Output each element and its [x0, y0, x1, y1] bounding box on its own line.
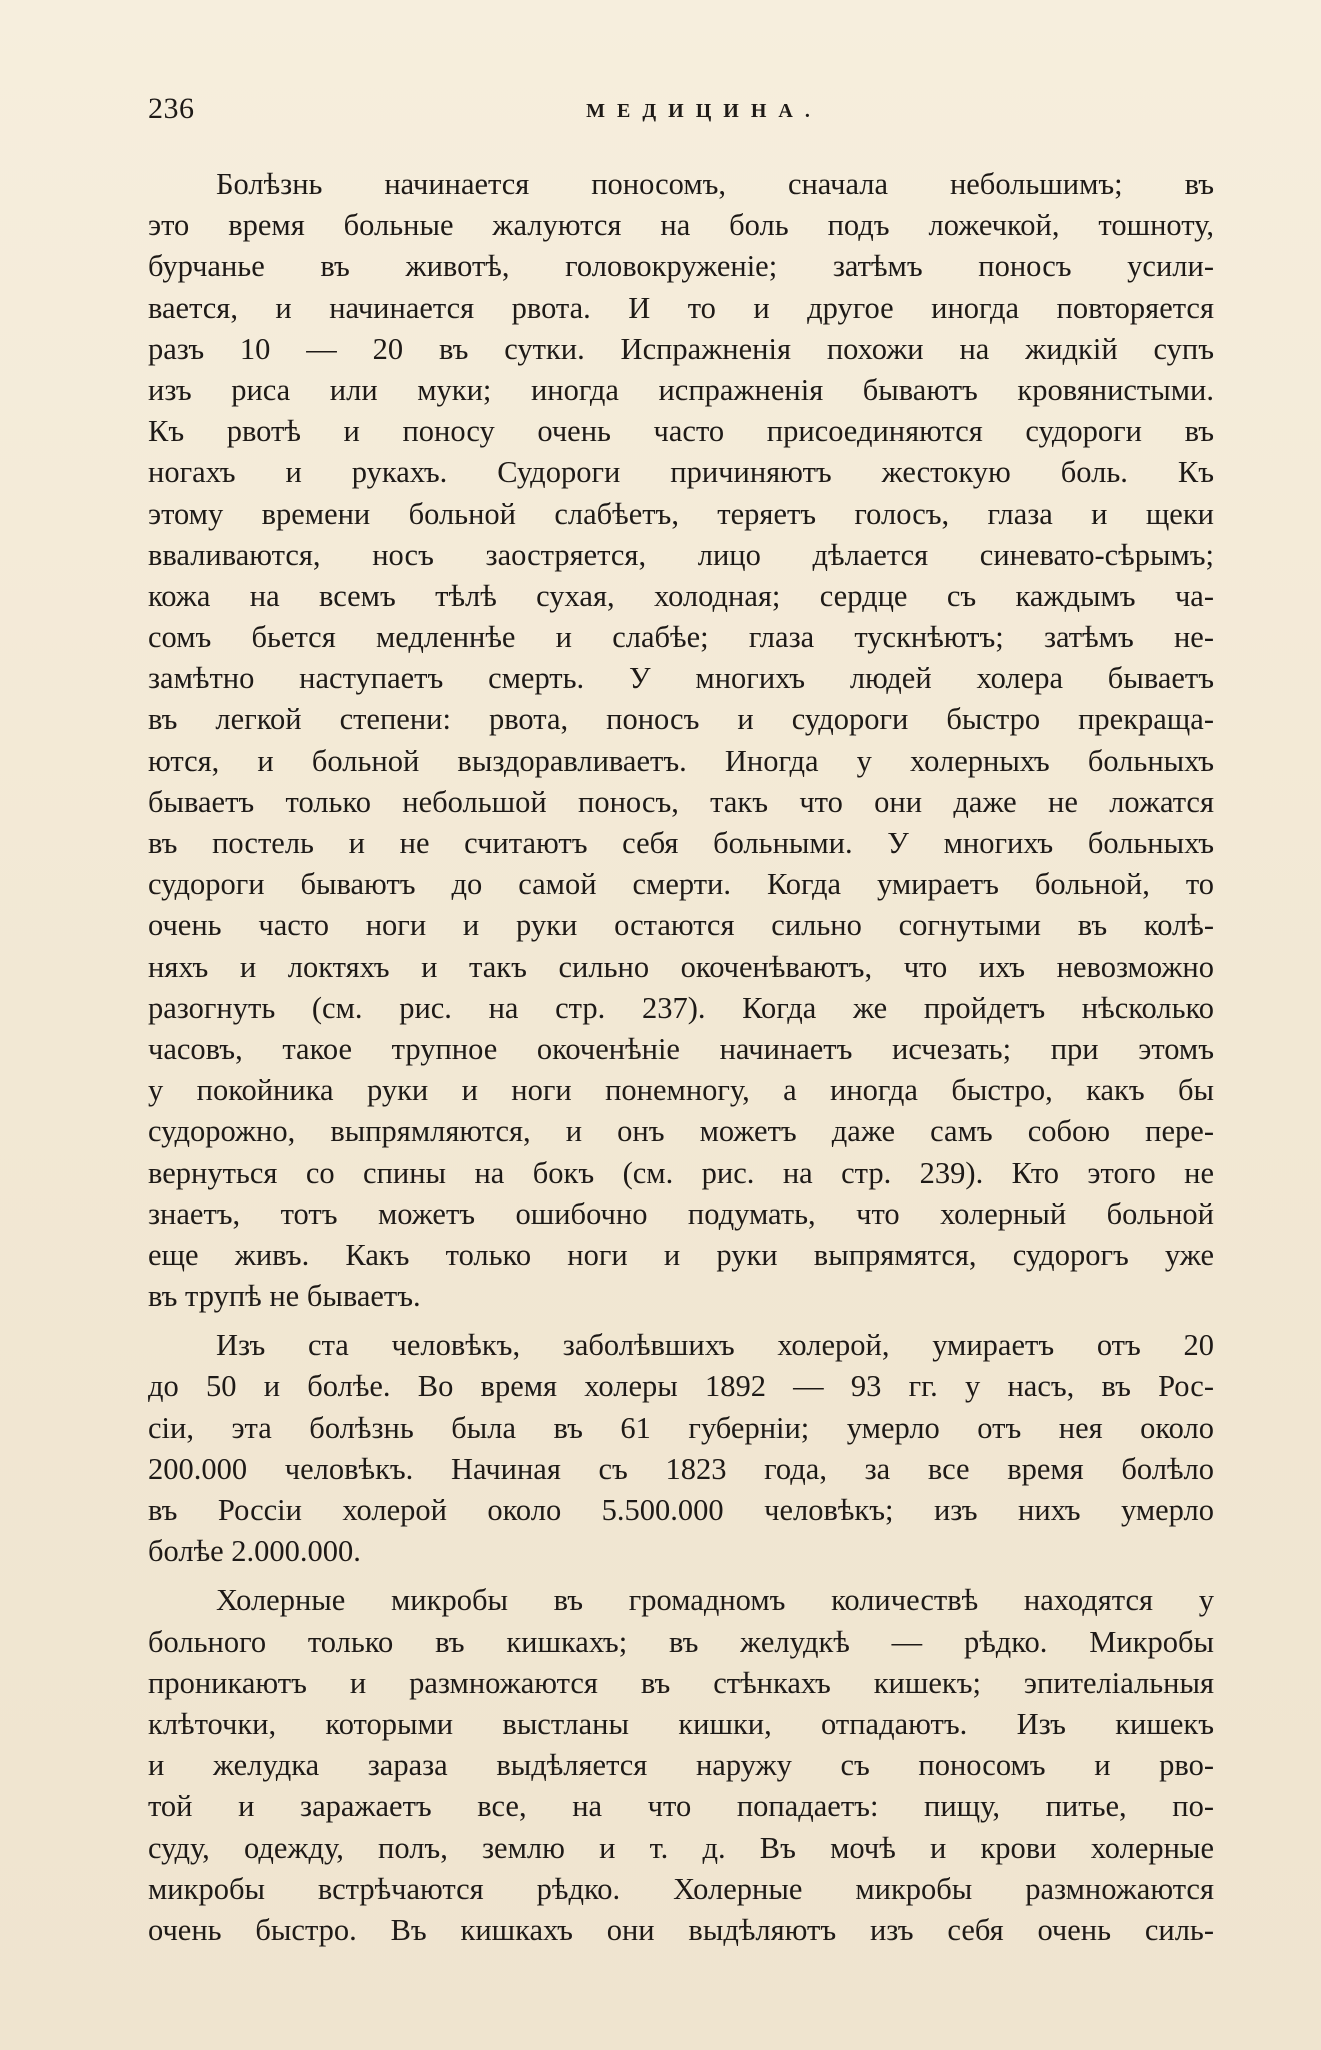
text-line: бурчанье въ животѣ, головокруженіе; затѣмъ поносъ усили-	[148, 249, 1214, 284]
paragraph-gap	[148, 1572, 1214, 1580]
text-line: Холерные микробы въ громадномъ количествѣ находятся у	[216, 1583, 1214, 1618]
text-line: судорожно, выпрямляются, и онъ можетъ даже самъ собою пере-	[148, 1114, 1214, 1149]
paragraph-gap	[148, 1317, 1214, 1325]
paragraph	[148, 1580, 1214, 1951]
text-line: до 50 и болѣе. Во время холеры 1892 — 93 гг. у насъ, въ Рос-	[148, 1369, 1214, 1404]
text-line: у покойника руки и ноги понемногу, а иногда быстро, какъ бы	[148, 1073, 1214, 1108]
text-line: въ Россіи холерой около 5.500.000 человѣкъ; изъ нихъ умерло	[148, 1493, 1214, 1527]
text-line: вернуться со спины на бокъ (см. рис. на стр. 239). Кто этого не	[148, 1155, 1214, 1190]
text-line: и желудка зараза выдѣляется наружу съ поносомъ и рво-	[148, 1748, 1214, 1783]
text-line: Къ рвотѣ и поносу очень часто присоединяются судороги въ	[148, 414, 1214, 449]
text-line: замѣтно наступаетъ смерть. У многихъ людей холера бываетъ	[148, 661, 1214, 696]
text-line: еще живъ. Какъ только ноги и руки выпрямятся, судорогъ уже	[148, 1237, 1214, 1272]
text-line: изъ риса или муки; иногда испражненія бываютъ кровянистыми.	[148, 372, 1214, 407]
text-line: сомъ бьется медленнѣе и слабѣе; глаза тускнѣютъ; затѣмъ не-	[148, 620, 1214, 655]
text-line: вваливаются, носъ заостряется, лицо дѣлается синевато-сѣрымъ;	[148, 537, 1214, 572]
text-line: очень часто ноги и руки остаются сильно согнутыми въ колѣ-	[148, 908, 1214, 943]
text-line: это время больные жалуются на боль подъ ложечкой, тошноту,	[148, 208, 1214, 243]
text-line: больного только въ кишкахъ; въ желудкѣ — рѣдко. Микробы	[148, 1624, 1214, 1659]
text-line: разогнуть (см. рис. на стр. 237). Когда же пройдетъ нѣсколько	[148, 990, 1214, 1025]
text-line: очень быстро. Въ кишкахъ они выдѣляютъ изъ себя очень силь-	[148, 1912, 1214, 1947]
text-line: Изъ ста человѣкъ, заболѣвшихъ холерой, умираетъ отъ 20	[216, 1328, 1214, 1363]
text-line: микробы встрѣчаются рѣдко. Холерные микробы размножаются	[148, 1871, 1214, 1906]
text-line: въ трупѣ не бываетъ.	[148, 1279, 421, 1314]
text-line: ногахъ и рукахъ. Судороги причиняютъ жестокую боль. Къ	[148, 455, 1214, 490]
text-line: ются, и больной выздоравливаетъ. Иногда у холерныхъ больныхъ	[148, 743, 1214, 778]
text-line: разъ 10 — 20 въ сутки. Испражненія похожи на жидкій супъ	[148, 331, 1214, 366]
text-line: сіи, эта болѣзнь была въ 61 губерніи; умерло отъ нея около	[148, 1410, 1214, 1445]
text-line: суду, одежду, полъ, землю и т. д. Въ мочѣ и крови холерные	[148, 1830, 1214, 1865]
running-title: МЕДИЦИНА.	[586, 100, 822, 122]
body-text	[148, 164, 1214, 1951]
text-line: проникаютъ и размножаются въ стѣнкахъ кишекъ; эпителіальныя	[148, 1665, 1214, 1700]
paragraph	[148, 164, 1214, 1317]
text-line: вается, и начинается рвота. И то и другое иногда повторяется	[148, 290, 1214, 325]
text-line: въ постель и не считаютъ себя больными. У многихъ больныхъ	[148, 826, 1214, 860]
text-line: клѣточки, которыми выстланы кишки, отпадаютъ. Изъ кишекъ	[148, 1706, 1214, 1741]
text-line: этому времени больной слабѣетъ, теряетъ голосъ, глаза и щеки	[148, 496, 1214, 531]
text-line: той и заражаетъ все, на что попадаетъ: пищу, питье, по-	[148, 1789, 1214, 1824]
text-line: Болѣзнь начинается поносомъ, сначала небольшимъ; въ	[216, 167, 1214, 201]
text-line: судороги бываютъ до самой смерти. Когда умираетъ больной, то	[148, 867, 1214, 902]
text-line: кожа на всемъ тѣлѣ сухая, холодная; сердце съ каждымъ ча-	[148, 578, 1214, 613]
page-header	[148, 92, 1220, 132]
text-line: въ легкой степени: рвота, поносъ и судороги быстро прекраща-	[148, 702, 1214, 737]
text-line: болѣе 2.000.000.	[148, 1534, 361, 1569]
text-line: няхъ и локтяхъ и такъ сильно окоченѣваютъ, что ихъ невозможно	[148, 949, 1214, 984]
paragraph	[148, 1325, 1214, 1572]
text-line: знаетъ, тотъ можетъ ошибочно подумать, что холерный больной	[148, 1196, 1214, 1231]
page-number: 236	[148, 92, 195, 125]
text-line: бываетъ только небольшой поносъ, такъ что они даже не ложатся	[148, 784, 1214, 819]
text-line: 200.000 человѣкъ. Начиная съ 1823 года, за все время болѣло	[148, 1451, 1214, 1486]
text-line: часовъ, такое трупное окоченѣніе начинаетъ исчезать; при этомъ	[148, 1031, 1214, 1066]
